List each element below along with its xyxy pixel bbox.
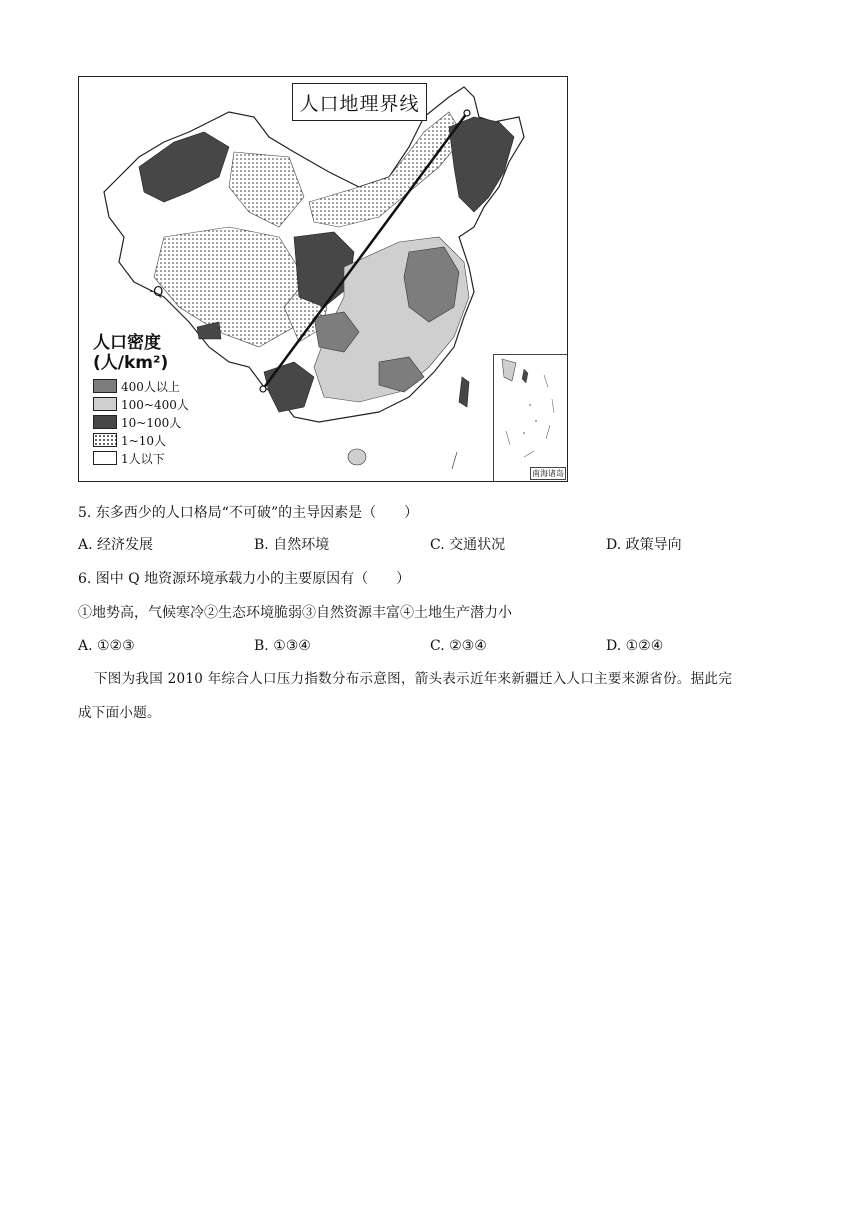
- south-china-sea-inset: [493, 354, 567, 481]
- question-6-stem: 6. 图中 Q 地资源环境承载力小的主要原因有（ ）: [78, 571, 411, 587]
- q5-option-d[interactable]: D. 政策导向: [606, 537, 682, 553]
- legend-item: [93, 449, 189, 467]
- question-6-statements: ①地势高，气候寒冷②生态环境脆弱③自然资源丰富④土地生产潜力小: [78, 605, 512, 621]
- q6-option-d[interactable]: D. ①②④: [606, 638, 664, 654]
- legend-item: [93, 377, 189, 395]
- q5-option-a[interactable]: A. 经济发展: [78, 537, 154, 553]
- next-section-intro-line2: 成下面小题。: [78, 705, 161, 721]
- map-title: 人口地理界线: [292, 83, 427, 121]
- legend-label: 10~100人: [121, 415, 182, 430]
- q6-option-b[interactable]: B. ①③④: [254, 638, 311, 654]
- legend-swatch: [93, 415, 117, 429]
- legend-label: 1~10人: [121, 433, 166, 448]
- legend-unit: (人/km²): [93, 353, 169, 373]
- inset-label: 南海诸岛: [532, 469, 564, 478]
- legend-swatch: [93, 433, 117, 447]
- legend-swatch: [93, 397, 117, 411]
- q-location-label: ·Q: [149, 285, 164, 300]
- population-density-map: [78, 76, 568, 482]
- q6-option-c[interactable]: C. ②③④: [430, 638, 487, 654]
- q5-option-b[interactable]: B. 自然环境: [254, 537, 330, 553]
- legend-label: 1人以下: [121, 451, 165, 466]
- question-5-stem: 5. 东多西少的人口格局“不可破”的主导因素是（ ）: [78, 505, 419, 521]
- legend-item: [93, 413, 189, 431]
- q6-option-a[interactable]: A. ①②③: [78, 638, 135, 654]
- q5-option-c[interactable]: C. 交通状况: [430, 537, 506, 553]
- legend-label: 400人以上: [121, 379, 180, 394]
- legend-swatch: [93, 379, 117, 393]
- legend-title: 人口密度: [93, 333, 161, 353]
- legend-item: [93, 395, 189, 413]
- map-legend: [93, 333, 189, 467]
- hainan-island: [348, 449, 366, 465]
- legend-label: 100~400人: [121, 397, 189, 412]
- inset-graphic: [494, 355, 567, 481]
- next-section-intro-line1: 下图为我国 2010 年综合人口压力指数分布示意图，箭头表示近年来新疆迁入人口主要来源省份。据此完: [94, 671, 733, 687]
- taiwan-island: [459, 377, 469, 407]
- legend-swatch: [93, 451, 117, 465]
- region-sparse-tibet: [154, 227, 304, 347]
- legend-item: [93, 431, 189, 449]
